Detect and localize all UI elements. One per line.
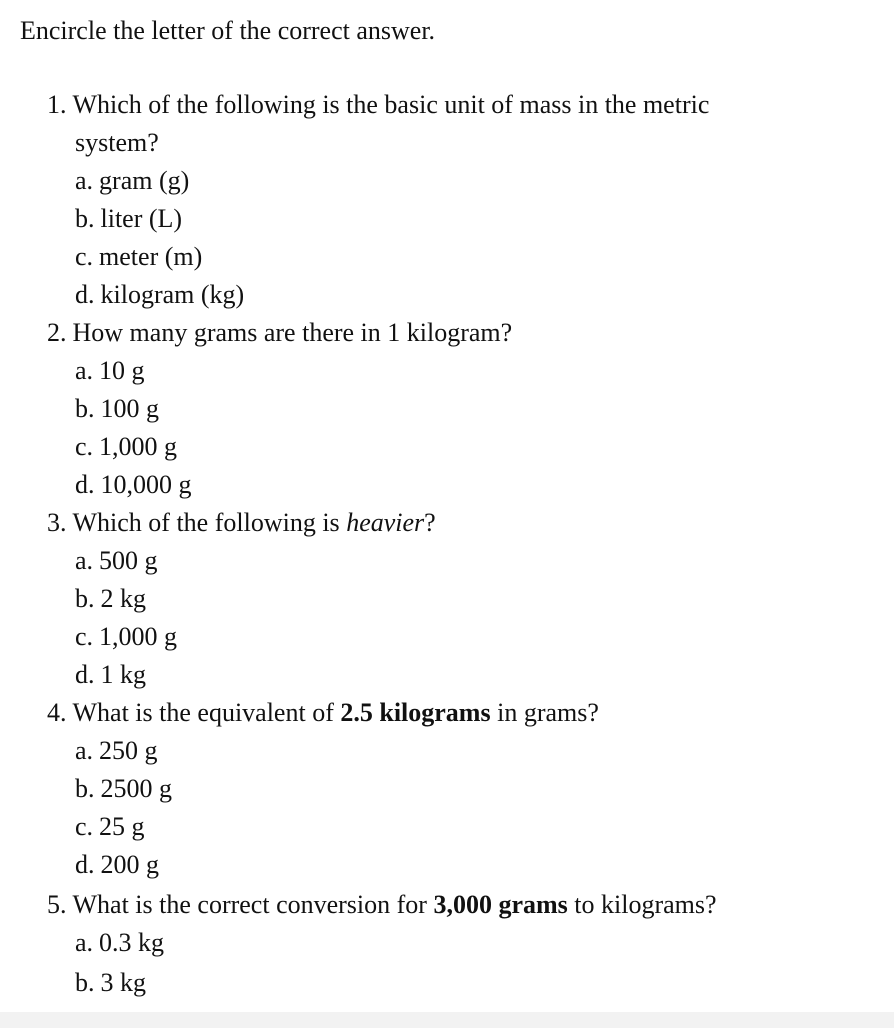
choice-letter: c. [75,432,94,461]
instruction-text: Encircle the letter of the correct answer. [20,16,436,45]
choice-letter: a. [75,736,94,765]
question-3-text-italic: heavier [346,508,425,537]
question-3-line [47,505,436,541]
question-1-choice-c[interactable] [75,239,202,275]
choice-text: 200 g [100,850,159,879]
choice-text: 10 g [99,356,145,385]
choice-text: 250 g [99,736,158,765]
choice-text: 500 g [99,546,158,575]
choice-text: 25 g [99,812,145,841]
bottom-edge-shade [0,1012,894,1028]
choice-text: 100 g [100,394,159,423]
question-2-line [47,315,512,351]
choice-letter: a. [75,546,94,575]
question-1-text-line-1: Which of the following is the basic unit of mass in the metric [72,90,710,119]
question-5-text-before: What is the correct conversion for [72,890,434,919]
question-5-choice-a[interactable] [75,925,164,961]
question-3-text-before: Which of the following is [72,508,347,537]
question-5-choice-b[interactable] [75,965,146,1001]
choice-letter: b. [75,584,95,613]
question-2-text: How many grams are there in 1 kilogram? [72,318,513,347]
question-1-choice-b[interactable] [75,201,182,237]
question-3-number: 3. [47,508,67,537]
question-1-choice-d[interactable] [75,277,244,313]
choice-text: liter (L) [100,204,183,233]
question-3-choice-a[interactable] [75,543,158,579]
choice-letter: d. [75,280,95,309]
question-2-choice-b[interactable] [75,391,159,427]
question-4-choice-b[interactable] [75,771,172,807]
question-5-text-after: to kilograms? [567,890,717,919]
question-5-line [47,887,717,923]
choice-text: 1,000 g [99,622,178,651]
choice-letter: b. [75,204,95,233]
choice-letter: b. [75,774,95,803]
choice-text: 3 kg [100,968,146,997]
question-1-number: 1. [47,90,67,119]
choice-text: 1 kg [100,660,146,689]
question-1-choice-a[interactable] [75,163,189,199]
choice-text: 0.3 kg [99,928,165,957]
question-4-choice-a[interactable] [75,733,158,769]
question-4-line [47,695,599,731]
choice-letter: a. [75,356,94,385]
question-4-choice-d[interactable] [75,847,159,883]
choice-letter: a. [75,928,94,957]
choice-text: meter (m) [99,242,203,271]
choice-text: gram (g) [99,166,190,195]
question-2-number: 2. [47,318,67,347]
question-2-choice-c[interactable] [75,429,177,465]
question-1-text-line-2: system? [75,128,159,157]
choice-text: 1,000 g [99,432,178,461]
choice-letter: d. [75,850,95,879]
choice-letter: b. [75,394,95,423]
choice-letter: d. [75,660,95,689]
choice-text: 2500 g [100,774,172,803]
question-4-text-before: What is the equivalent of [72,698,341,727]
choice-letter: c. [75,622,94,651]
question-4-text-after: in grams? [490,698,599,727]
question-4-choice-c[interactable] [75,809,145,845]
question-3-choice-d[interactable] [75,657,146,693]
question-3-choice-b[interactable] [75,581,146,617]
question-3-text-after: ? [424,508,436,537]
question-2-choice-a[interactable] [75,353,145,389]
question-3-choice-c[interactable] [75,619,177,655]
choice-letter: d. [75,470,95,499]
choice-text: 10,000 g [100,470,192,499]
question-4-number: 4. [47,698,67,727]
question-5-number: 5. [47,890,67,919]
question-4-text-bold: 2.5 kilograms [340,698,491,727]
question-2-choice-d[interactable] [75,467,192,503]
choice-text: 2 kg [100,584,146,613]
choice-letter: c. [75,242,94,271]
choice-text: kilogram (kg) [100,280,245,309]
choice-letter: b. [75,968,95,997]
question-1-line-1 [47,87,709,123]
choice-letter: c. [75,812,94,841]
choice-letter: a. [75,166,94,195]
question-5-text-bold: 3,000 grams [433,890,568,919]
